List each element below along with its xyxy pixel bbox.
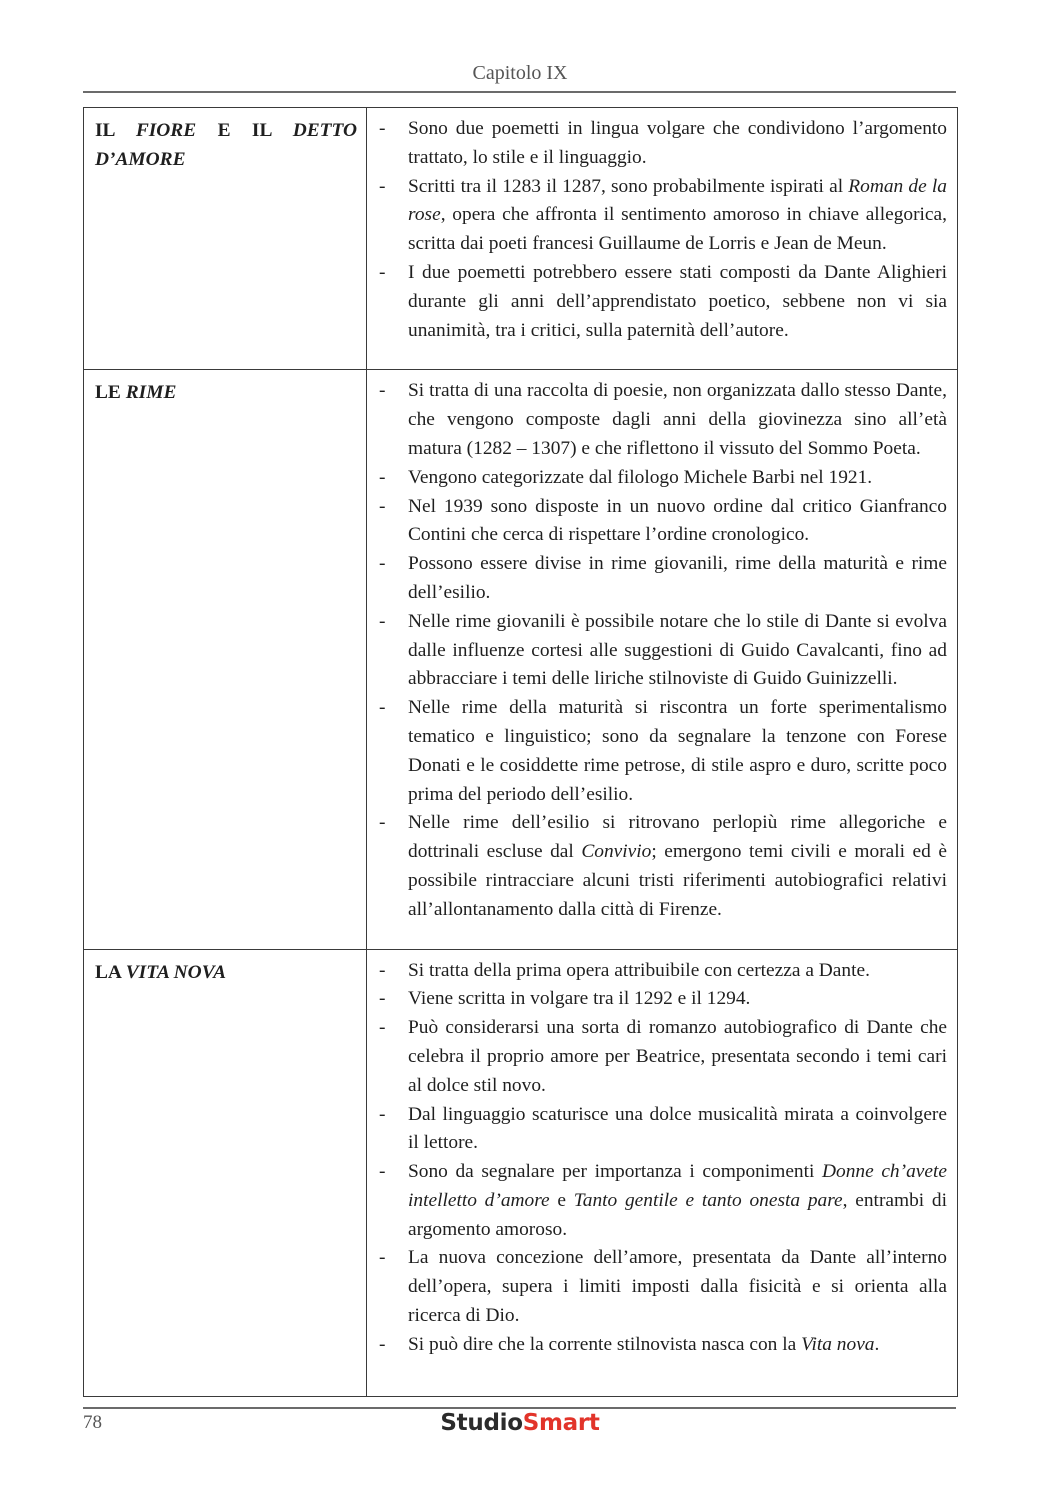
- text-segment: Dal linguaggio scaturisce una dolce musicalità mirata a coinvolgere il lettore.: [408, 1103, 947, 1154]
- list-item: [379, 1244, 947, 1330]
- list-item: [379, 1101, 947, 1159]
- bullet-dash: -: [379, 261, 386, 283]
- list-item: [379, 115, 947, 173]
- section-title-cell: [84, 108, 367, 370]
- list-item: [379, 1014, 947, 1100]
- italic-text: Roman de la rose: [408, 175, 947, 226]
- list-item: [379, 1158, 947, 1244]
- list-item: [379, 985, 947, 1014]
- text-segment: Vengono categorizzate dal filologo Michele Barbi nel 1921.: [408, 466, 873, 488]
- text-segment: Sono da segnalare per importanza i componimenti: [408, 1161, 823, 1183]
- bullet-dash: -: [379, 1017, 386, 1039]
- text-segment: , entrambi di argomento amoroso.: [408, 1189, 947, 1240]
- text-segment: Si tratta di una raccolta di poesie, non organizzata dallo stesso Dante, che vengono composte dagli anni della giovinezza sino all’età matura (1282 – 1307) e che riflettono il vissuto del Sommo Poeta.: [408, 380, 947, 459]
- summary-table-body: [84, 108, 958, 1397]
- bullet-dash: -: [379, 1161, 386, 1183]
- section-title: [95, 379, 357, 408]
- text-segment: Si può dire che la corrente stilnovista nasca con la: [408, 1333, 802, 1355]
- text-segment: Scritti tra il 1283 il 1287, sono probabilmente ispirati al: [408, 175, 849, 197]
- italic-text: Convivio: [581, 841, 652, 863]
- section-content-cell: [367, 108, 958, 370]
- table-row: [84, 108, 958, 370]
- text-segment: Nelle rime della maturità si riscontra un forte sperimentalismo tematico e linguistico; sono da segnalare la tenzone con Forese Donati e le cosiddette rime petrose, di stile aspro e duro, scritte poco prima del periodo dell’esilio.: [408, 697, 947, 805]
- section-title-part: E IL: [196, 120, 293, 141]
- list-item: [379, 608, 947, 694]
- bullet-dash: -: [379, 988, 386, 1010]
- text-segment: La nuova concezione dell’amore, presentata da Dante all’interno dell’opera, supera i limiti imposti dalla fisicità e si orienta alla ricerca di Dio.: [408, 1247, 947, 1327]
- section-title-part: LE: [95, 382, 126, 404]
- text-segment: Nelle rime dell’esilio si ritrovano perlopiù rime allegoriche e dottrinali escluse dal: [408, 812, 947, 863]
- italic-text: Donne ch’avete intelletto d’amore: [408, 1161, 947, 1211]
- text-segment: Nelle rime giovanili è possibile notare che lo stile di Dante si evolva dalle influenze cortesi alle suggestioni di Guido Cavalcanti, fino ad abbracciare i temi delle liriche stilnoviste di Guido Guinizzelli.: [408, 610, 947, 690]
- bullet-dash: -: [379, 118, 386, 139]
- list-item: [379, 957, 947, 986]
- bullet-list: [379, 957, 947, 1360]
- text-segment: Si tratta della prima opera attribuibile con certezza a Dante.: [408, 959, 870, 981]
- text-segment: .: [874, 1333, 880, 1355]
- list-item: [379, 694, 947, 809]
- bullet-dash: -: [379, 495, 386, 517]
- text-segment: , opera che affronta il sentimento amoroso in chiave allegorica, scritta dai poeti francesi Guillaume de Lorris e Jean de Meun.: [408, 204, 947, 255]
- section-title: [95, 117, 357, 175]
- bullet-list: [379, 377, 947, 924]
- section-title-part: DETTO D’AMORE: [95, 120, 357, 170]
- summary-table: [83, 107, 958, 1397]
- section-title-part: LA: [95, 961, 126, 983]
- text-segment: Viene scritta in volgare tra il 1292 e il 1294.: [408, 988, 751, 1010]
- list-item: [379, 377, 947, 463]
- section-title-part: FIORE: [135, 120, 197, 141]
- page-number: 78: [83, 1412, 102, 1433]
- bullet-dash: -: [379, 380, 386, 402]
- section-title-part: VITA NOVA: [125, 961, 227, 983]
- list-item: [379, 464, 947, 493]
- bullet-dash: -: [379, 610, 386, 632]
- logo-text-studio: Studio: [440, 1410, 523, 1436]
- text-segment: ; emergono temi civili e morali ed è possibile rintracciare alcuni tristi riferimenti autobiografici relativi all’allontanamento dalla città di Firenze.: [408, 841, 947, 920]
- list-item: [379, 173, 947, 259]
- text-segment: Sono due poemetti in lingua volgare che condividono l’argomento trattato, lo stile e il linguaggio.: [408, 118, 947, 168]
- text-segment: e: [549, 1189, 574, 1211]
- bullet-dash: -: [379, 1247, 386, 1269]
- section-title-part: IL: [95, 120, 136, 141]
- section-title-cell: [84, 370, 367, 949]
- italic-text: Tanto gentile e tanto onesta pare: [573, 1189, 843, 1211]
- bullet-dash: -: [379, 175, 386, 197]
- list-item: [379, 493, 947, 551]
- bullet-dash: -: [379, 697, 386, 719]
- bullet-dash: -: [379, 959, 386, 981]
- section-content-cell: [367, 949, 958, 1396]
- text-segment: Nel 1939 sono disposte in un nuovo ordine dal critico Gianfranco Contini che cerca di rispettare l’ordine cronologico.: [408, 495, 947, 546]
- list-item: [379, 259, 947, 345]
- section-title: [95, 959, 357, 988]
- bullet-dash: -: [379, 812, 386, 834]
- list-item: [379, 550, 947, 608]
- text-segment: Possono essere divise in rime giovanili, rime della maturità e rime dell’esilio.: [408, 553, 947, 603]
- section-title-cell: [84, 949, 367, 1396]
- text-segment: I due poemetti potrebbero essere stati composti da Dante Alighieri durante gli anni dell’apprendistato poetico, sebbene non vi sia unanimità, tra i critici, sulla paternità dell’autore.: [408, 261, 947, 341]
- footer-divider: [83, 1407, 956, 1409]
- chapter-title: Capitolo IX: [472, 62, 568, 84]
- bullet-list: [379, 115, 947, 345]
- section-title-part: RIME: [125, 382, 177, 404]
- header-divider: [83, 91, 956, 93]
- table-row: [84, 949, 958, 1396]
- bullet-dash: -: [379, 1333, 386, 1355]
- text-segment: Può considerarsi una sorta di romanzo autobiografico di Dante che celebra il proprio amore per Beatrice, presentata secondo i temi cari al dolce stil novo.: [408, 1017, 947, 1096]
- bullet-dash: -: [379, 1103, 386, 1125]
- bullet-dash: -: [379, 466, 386, 488]
- studiosmart-logo: [0, 1410, 1040, 1436]
- table-row: [84, 370, 958, 949]
- list-item: [379, 809, 947, 924]
- bullet-dash: -: [379, 553, 386, 575]
- logo-text-smart: Smart: [522, 1410, 600, 1436]
- list-item: [379, 1331, 947, 1360]
- section-content-cell: [367, 370, 958, 949]
- italic-text: Vita nova: [801, 1333, 875, 1355]
